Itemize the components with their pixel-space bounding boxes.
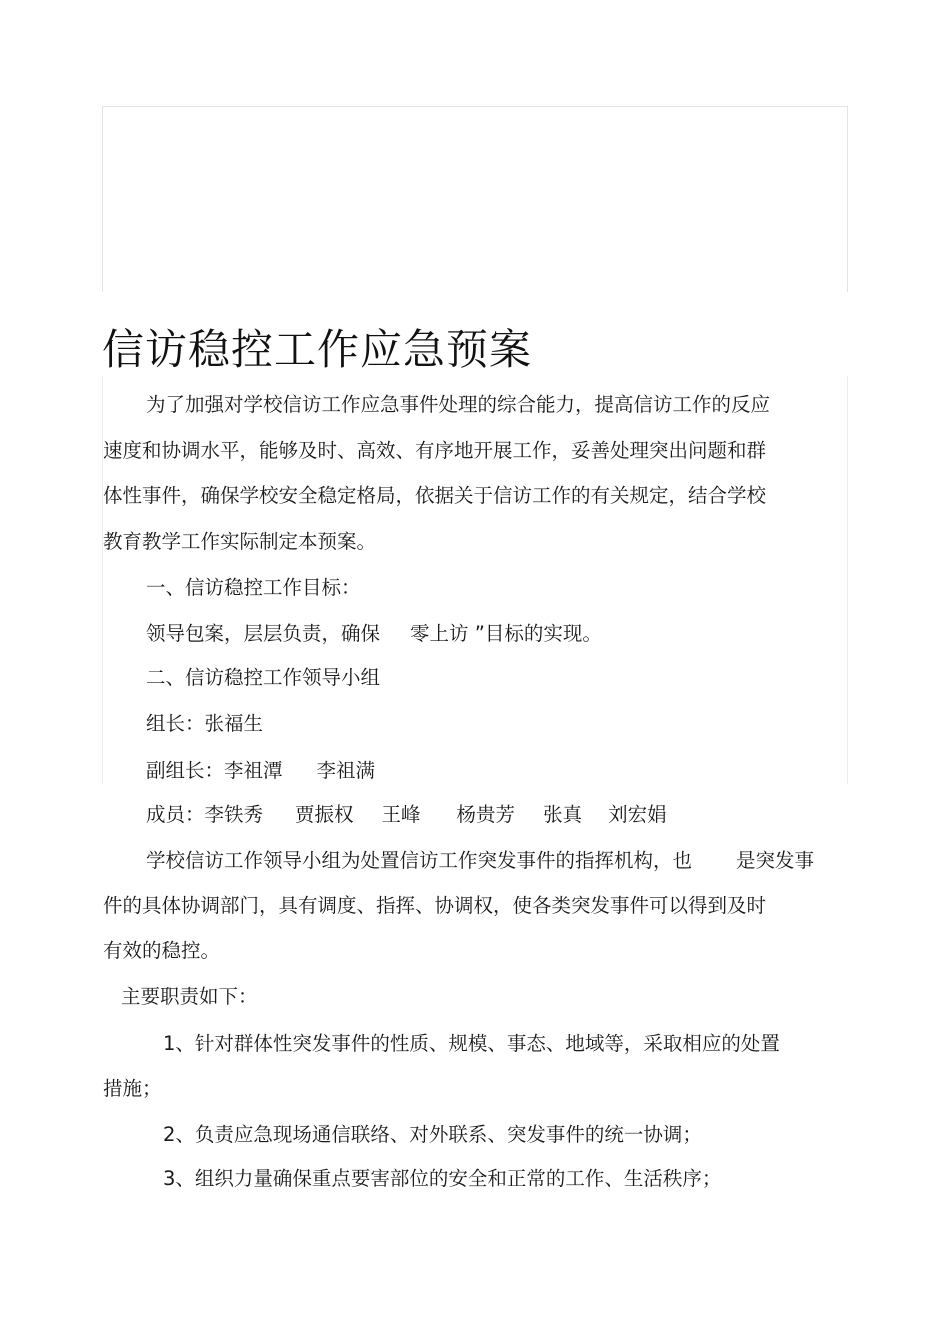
section1-heading: 一、信访稳控工作目标： [146,576,361,599]
member-name: 王峰 [381,803,421,826]
header-frame [102,106,848,292]
duty-item-1-cont: 措施； [103,1077,162,1100]
document-title: 信访稳控工作应急预案 [102,325,533,374]
role-line-2: 件的具体协调部门，具有调度、指挥、协调权，使各类突发事件可以得到及时 [103,894,767,917]
duty-item-3: 3、组织力量确保重点要害部位的安全和正常的工作、生活秩序； [163,1167,722,1190]
right-rule [847,376,848,784]
duty-item-2: 2、负责应急现场通信联络、对外联系、突发事件的统一协调； [163,1123,702,1146]
deputy-label: 副组长：李祖潭 [146,759,283,782]
leader-line: 组长：张福生 [146,712,264,735]
role-line-1b: 是突发事 [736,849,815,872]
section2-heading: 二、信访稳控工作领导小组 [146,666,381,689]
member-name: 杨贵芳 [456,803,516,826]
intro-line-2: 速度和协调水平，能够及时、高效、有序地开展工作，妥善处理突出问题和群 [103,439,767,462]
members-line [146,801,667,829]
role-line-1a: 学校信访工作领导小组为处置信访工作突发事件的指挥机构，也 [146,849,693,872]
duties-heading: 主要职责如下： [121,985,258,1008]
member-name: 张真 [543,803,583,826]
section1-body-a: 领导包案，层层负责，确保 [146,622,381,645]
intro-line-3: 体性事件，确保学校安全稳定格局，依据关于信访工作的有关规定，结合学校 [103,484,767,507]
intro-line-1: 为了加强对学校信访工作应急事件处理的综合能力，提高信访工作的反应 [146,393,771,416]
deputy-line [146,757,375,785]
section1-body [146,620,602,648]
member-name: 刘宏娟 [608,803,667,826]
intro-line-4: 教育教学工作实际制定本预案。 [103,530,377,553]
members-label: 成员：李铁秀 [146,803,264,826]
section1-body-b: 零上访 ”目标的实现。 [410,622,602,645]
duty-item-1: 1、针对群体性突发事件的性质、规模、事态、地域等，采取相应的处置 [163,1032,780,1055]
role-line-3: 有效的稳控。 [103,939,221,962]
deputy-2: 李祖满 [316,759,376,782]
member-name: 贾振权 [295,803,354,826]
role-line-1 [146,847,814,875]
